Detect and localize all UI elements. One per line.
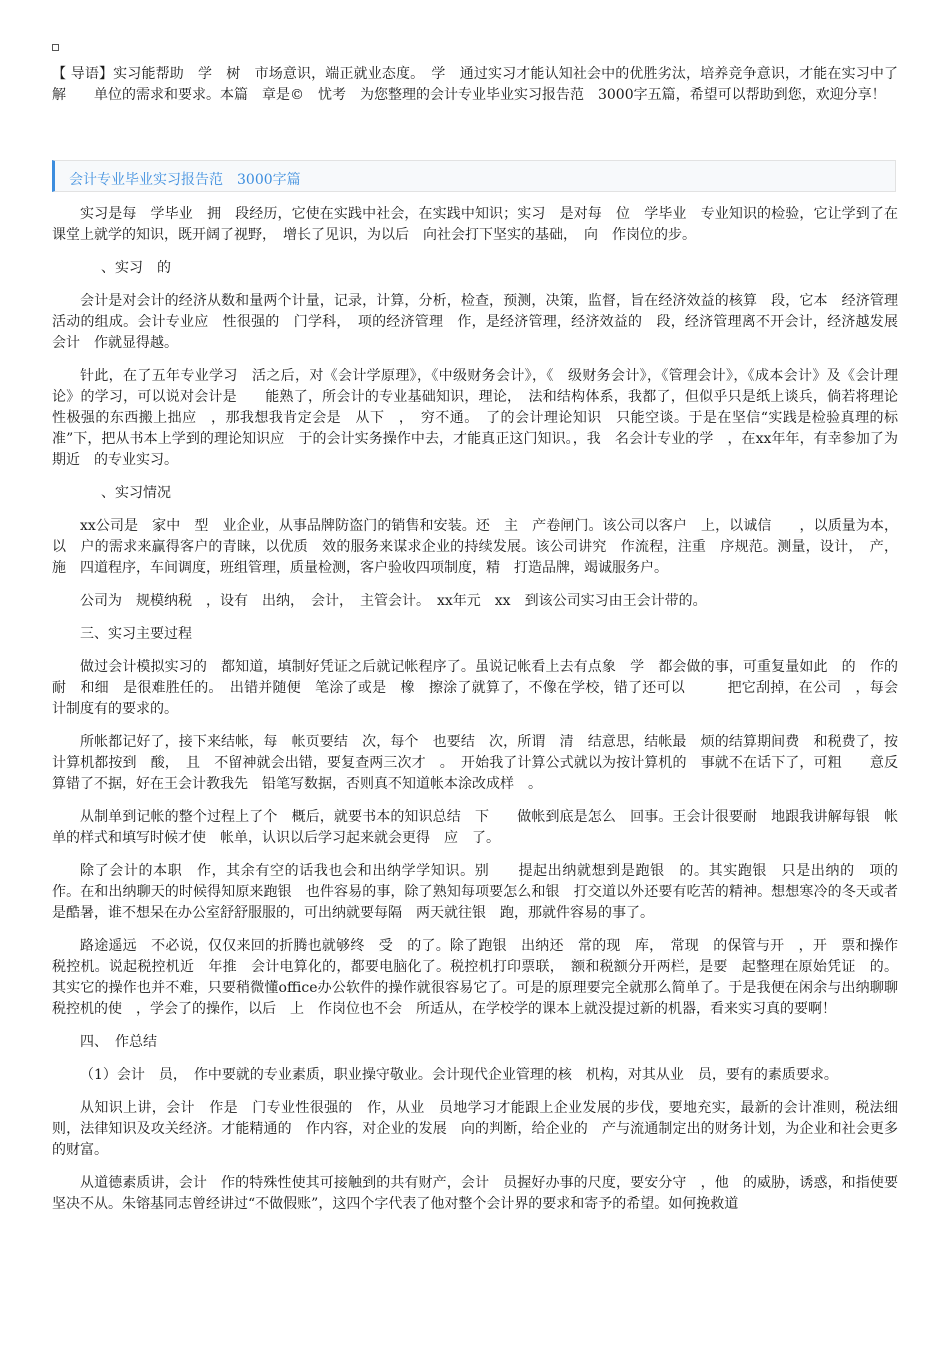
section-heading: 、实习 的 [101,260,171,276]
body-paragraph: 从道德素质讲，会计 作的特殊性使其可接触到的共有财产，会计 员握好办事的尺度，要安分守 ，他 的威胁，诱惑，和指使要坚决不从。朱镕基同志曾经讲过“不做假账”，这四个字代表了他对整个会计界的要求和寄予的希望。如何挽救道 [52,1175,898,1212]
body-paragraph: 针此，在了五年专业学习 活之后，对《会计学原理》，《中级财务会计》，《 级财务会计》，《管理会计》，《成本会计》及《会计理论》的学习，可以说对会计是 能熟了，所会计的专业基础知识，理论， 法和结构体系，我都了，但似乎只是纸上谈兵，倘若将理论性极强的东西搬上拙应 ，那我想我肯定会是 从下 ， 穷不通。 了的会计理论知识 只能空谈。于是在坚信“实践是检验真理的标准”下，把从书本上学到的理论知识应 于的会计实务操作中去，才能真正这门知识。，我 名会计专业的学 ，在xx年年，有幸参加了为期近 的专业实习。 [52,368,898,468]
section-heading: 三、实习主要过程 [80,626,192,642]
corner-square-icon [52,44,59,51]
section-heading: 四、 作总结 [80,1034,157,1050]
body-paragraph: 所帐都记好了，接下来结帐，每 帐页要结 次，每个 也要结 次，所谓 清 结意思，结帐最 烦的结算期间费 和税费了，按计算机都按到 酸， 且 不留神就会出错，要复查两三次才 。 开始我了计算公式就以为按计算机的 事就不在话下了，可粗 意反 算错了不据，好在王会计教我先 铅笔写数据，否则真不知道帐本涂改成样 。 [52,734,912,792]
intro-paragraph: 【 导语】实习能帮助 学 树 市场意识，端正就业态度。 学 通过实习才能认知社会中的优胜劣汰，培养竞争意识，才能在实习中了解 单位的需求和要求。本篇 章是© 忧考 为您整理的会计专业毕业实习报告范 3000字五篇，希望可以帮助到您，欢迎分享！ [52,66,898,103]
body-paragraph: 除了会计的本职 作，其余有空的话我也会和出纳学学知识。别 提起出纳就想到是跑银 的。其实跑银 只是出纳的 项的 作。在和出纳聊天的时候得知原来跑银 也件容易的事，除了熟知每项要怎么和银 打交道以外还要有吃苦的精神。想想寒冷的冬天或者是酷暑，谁不想呆在办公室舒舒服服的，可出纳就要每隔 两天就往银 跑，那就件容易的事了。 [52,863,912,921]
body-paragraph: 会计是对会计的经济从数和量两个计量，记录，计算，分析，检查，预测，决策，监督，旨在经济效益的核算 段，它本 经济管理活动的组成。会计专业应 性很强的 门学科， 项的经济管理 作，是经济管理，经济效益的 段，经济管理离不开会计，经济越发展会计 作就显得越。 [52,293,898,351]
body-paragraph: 公司为 规模纳税 ，设有 出纳， 会计， 主管会计。 xx年元 xx 到该公司实习由王会计带的。 [80,593,707,609]
body-paragraph: 做过会计模拟实习的 都知道，填制好凭证之后就记帐程序了。虽说记帐看上去有点象 学 都会做的事，可重复量如此 的 作的耐 和细 是很难胜任的。 出错并随便 笔涂了或是 橡 擦涂了就算了，不像在学校，错了还可以 把它刮掉，在公司 ，每会计制度有的要求的。 [52,659,898,717]
body-paragraph: 路途遥远 不必说，仅仅来回的折腾也就够终 受 的了。除了跑银 出纳还 常的现 库， 常现 的保管与开 ，开 票和操作税控机。说起税控机近 年推 会计电算化的，都要电脑化了。税控机打印票联， 额和税额分开两栏，是要 起整理在原始凭证 的。其实它的操作也并不难，只要稍微懂office办公软件的操作就很容易它了。可是的原理要完全就那么简单了。于是我便在闲余与出纳聊聊税控机的使 ，学会了的操作，以后 上 作岗位也不会 所适从，在学校学的课本上就没提过新的机器，看来实习真的要啊！ [52,938,898,1017]
body-paragraph: 从知识上讲，会计 作是 门专业性很强的 作，从业 员地学习才能跟上企业发展的步伐，要地充实，最新的会计准则，税法细则，法律知识及攻关经济。才能精通的 作内容，对企业的发展 向的判断，给企业的 产与流通制定出的财务计划，为企业和社会更多的财富。 [52,1100,898,1158]
article-body [52,204,912,1227]
article-title-bar [52,160,896,192]
section-heading: 、实习情况 [101,485,171,501]
body-paragraph: 实习是每 学毕业 拥 段经历，它使在实践中社会，在实践中知识；实习 是对每 位 学毕业 专业知识的检验，它让学到了在课堂上就学的知识，既开阔了视野， 增长了见识，为以后 向社会打下坚实的基础， 向 作岗位的步。 [52,206,898,243]
body-paragraph: （1）会计 员， 作中要就的专业素质，职业操守敬业。会计现代企业管理的核 机构，对其从业 员，要有的素质要求。 [80,1067,838,1083]
body-paragraph: 从制单到记帐的整个过程上了个 概后，就要书本的知识总结 下 做帐到底是怎么 回事。王会计很要耐 地跟我讲解每银 帐单的样式和填写时候才使 帐单，认识以后学习起来就会更得 应 了。 [52,809,898,846]
article-title[interactable]: 会计专业毕业实习报告范 3000字篇 [69,172,301,188]
body-paragraph: xx公司是 家中 型 业企业，从事品牌防盗门的销售和安装。还 主 产卷闸门。该公司以客户 上，以诚信 ，以质量为本，以 户的需求来赢得客户的青睐，以优质 效的服务来谋求企业的持续发展。该公司讲究 作流程，注重 序规范。测量，设计， 产，施 四道程序，车间调度，班组管理，质量检测，客户验收四项制度，精 打造品牌，竭诚服务户。 [52,518,898,576]
